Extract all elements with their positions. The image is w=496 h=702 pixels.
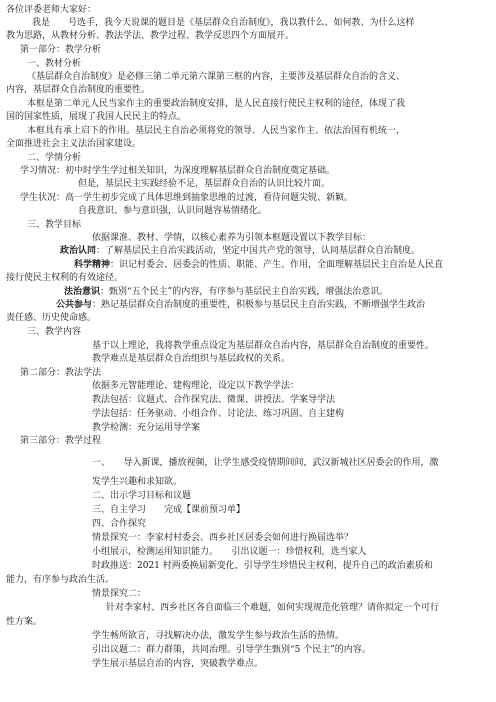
- text-line: 小组展示，检测运用知识能力。 引出议题一：珍惜权利，选当家人: [92, 547, 367, 557]
- text-line: 本框具有承上启下的作用。基层民主自治必须将党的领导、人民当家作主、依法治国有机统一，: [27, 126, 406, 136]
- text-line: 责任感、历史使命感。: [6, 313, 97, 323]
- goal-keyword: 法治意识: [64, 287, 101, 297]
- text-line: 依据多元智能理论、建构理论，设定以下教学学法：: [92, 381, 300, 391]
- text-line: 针对李家村、西乡社区各自面临三个难题，如何实现规范化管理？请你拟定一个可行: [106, 603, 440, 613]
- text-line: 本框是第二单元人民当家作主的重要政治制度安排，是人民直接行使民主权利的途径，体现了我: [27, 99, 406, 109]
- text-line: 教学检测：充分运用导学案: [92, 423, 201, 433]
- text-line: 但是，基层民主实践经验不足，基层群众自治的认识比较片面。: [78, 179, 331, 189]
- text-line: 二、出示学习目标和议题: [92, 491, 192, 501]
- text-line: 各位评委老师大家好：: [6, 5, 97, 15]
- text-line: 四、合作探究: [92, 519, 147, 529]
- text-line: 时政推送：2021 村两委换届新变化，引导学生珍惜民主权利，提升自己的政治素质和: [92, 561, 433, 571]
- text-line: 第三部分：教学过程: [20, 436, 102, 446]
- text-line: 学生展示基层自治的内容，突破教学难点。: [92, 659, 264, 669]
- text-line: ：了解基层民主自治实践活动，坚定中国共产党的领导，认同基层群众自治制度。: [96, 246, 421, 256]
- text-line: 自我意识、参与意识强，认识问题容易情绪化。: [78, 206, 268, 216]
- text-line: 一、教材分析: [27, 59, 82, 69]
- goal-keyword: 公共参与: [56, 300, 93, 310]
- goal-keyword: 政治认同: [60, 246, 97, 256]
- text-line: 学生畅所欲言，寻找解决办法，激发学生参与政治生活的热情。: [92, 631, 345, 641]
- text-line: 教为思路，从教材分析、教法学法、教学过程、教学反思四个方面展开。: [6, 31, 295, 41]
- text-line: 学生状况：高一学生初步完成了具体思维到抽象思维的过渡，看待问题尖锐、新颖。: [20, 193, 354, 203]
- text-line: 二、学情分析: [27, 153, 82, 163]
- text-line: 教学难点是基层群众自治组织与基层政权的关系。: [92, 354, 291, 364]
- text-line: 性方案。: [6, 617, 43, 627]
- text-line: 基于以上理论，我将教学重点设定为基层群众自治内容，基层群众自治制度的重要性。: [92, 341, 435, 351]
- text-line: ：识记村委会、居委会的性质、职能、产生、作用，全面理解基层民主自治是人民直: [110, 260, 444, 270]
- text-line: 教法包括：议题式、合作探究法、微课、讲授法、学案导学法: [92, 395, 336, 405]
- text-line: 内容，基层群众自治制度的重要性。: [6, 85, 151, 95]
- text-line: 接行使民主权利的有效途径。: [6, 273, 124, 283]
- text-line: ：甄别“五个民主”的内容，有序参与基层民主自治实践，增强法治意识。: [100, 287, 389, 297]
- text-line: 第二部分：教法学法: [20, 368, 102, 378]
- text-line: 学法包括：任务驱动、小组合作、讨论法、练习巩固、自主建构: [92, 409, 345, 419]
- text-line: 全面推进社会主义法治国家建设。: [6, 139, 142, 149]
- text-line: 发学生兴趣和求知欲。: [92, 477, 183, 487]
- text-line: 学习情况：初中时学生学过相关知识，为深度理解基层群众自治制度奠定基础。: [20, 166, 336, 176]
- text-line: 情景探究二：: [92, 589, 147, 599]
- text-line: 国的国家性质，展现了我国人民民主的特点。: [6, 112, 187, 122]
- text-line: 引出议题二：群力群策，共同治理。引导学生甄别“5 个民主”的内容。: [92, 645, 371, 655]
- text-line: 一、 导入新课，播放视频，让学生感受疫情期间间，武汉新城社区居委会的作用，激: [92, 458, 439, 468]
- text-line: 依据课准、教材、学情，以核心素养为引领本框题设置以下教学目标：: [92, 233, 372, 243]
- goal-keyword: 科学精神: [74, 260, 111, 270]
- text-line: ：熟记基层群众自治制度的重要性，积极参与基层民主自治实践，不断增强学生政治: [92, 300, 426, 310]
- text-line: 我是 号选手，我今天说课的题目是《基层群众自治制度》，我以教什么、如何教、为什么这样: [32, 18, 415, 28]
- text-line: 三、教学目标: [27, 220, 82, 230]
- text-line: 情景探究一：李家村村委会、西乡社区居委会如何进行换届选举？: [92, 533, 354, 543]
- text-line: 能力，有序参与政治生活。: [6, 575, 115, 585]
- text-line: 三、教学内容: [27, 327, 82, 337]
- text-line: 第一部分：教学分析: [20, 45, 102, 55]
- text-line: 《基层群众自治制度》是必修三第二单元第六课第三框的内容，主要涉及基层群众自治的含义、: [27, 72, 406, 82]
- text-line: 三、自主学习 完成【课前预习单】: [92, 505, 246, 515]
